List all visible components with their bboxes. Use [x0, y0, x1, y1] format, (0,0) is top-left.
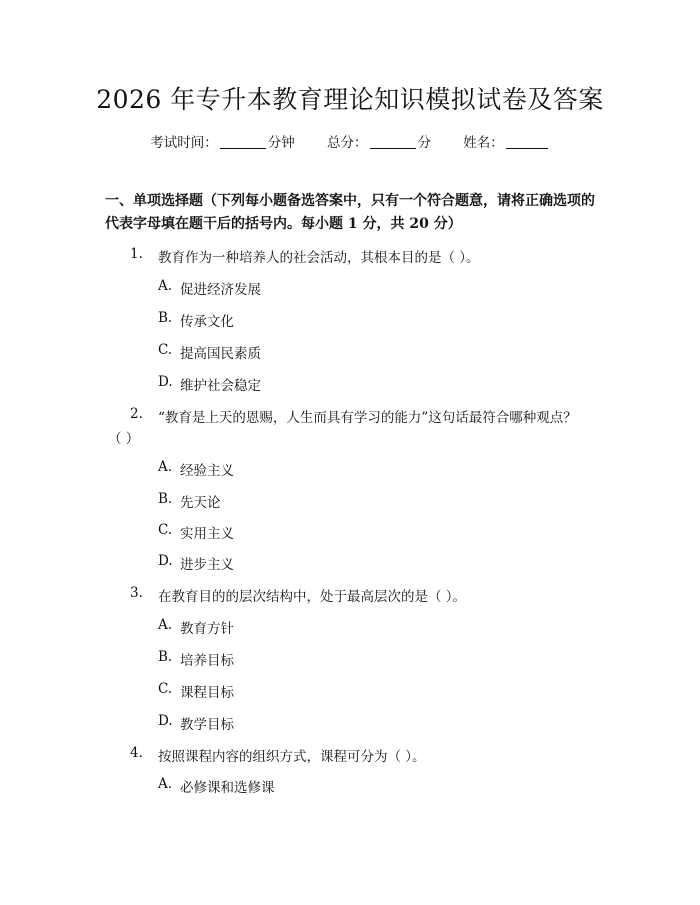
option-text: 课程目标	[180, 685, 234, 701]
question-number: 2.	[130, 406, 143, 422]
option-text: 教学目标	[180, 717, 234, 733]
option-text: 促进经济发展	[180, 282, 261, 298]
option-letter: D.	[158, 713, 173, 729]
option-text: 传承文化	[180, 314, 234, 330]
option-letter: A.	[158, 776, 173, 792]
section-heading: 一、单项选择题（下列每小题备选答案中，只有一个符合题意，请将正确选项的代表字母填在题干后的括号内。每小题 1 分，共 20 分）	[105, 193, 595, 232]
option-text: 必修课和选修课	[180, 780, 275, 796]
name-field	[463, 135, 550, 151]
question-number: 1.	[130, 246, 143, 262]
page-title: 2026 年专升本教育理论知识模拟试卷及答案	[96, 85, 604, 114]
exam-time-unit: 分钟	[267, 135, 295, 151]
exam-time-blank[interactable]	[220, 134, 266, 149]
option-letter: A.	[158, 617, 173, 633]
option-text: 培养目标	[180, 653, 234, 669]
exam-time-label: 考试时间：	[150, 135, 218, 151]
question-text: “教育是上天的恩赐，人生而具有学习的能力”这句话最符合哪种观点？	[158, 410, 577, 426]
option-text: 教育方针	[180, 621, 234, 637]
option-letter: B.	[158, 491, 173, 507]
total-score-field	[327, 135, 435, 151]
option-text: 进步主义	[180, 557, 234, 573]
option-text: 先天论	[180, 495, 221, 511]
name-label: 姓名：	[463, 135, 504, 151]
option-text: 维护社会稳定	[180, 378, 261, 394]
total-score-label: 总分：	[327, 135, 368, 151]
question-text: 在教育目的的层次结构中，处于最高层次的是（ ）。	[158, 589, 467, 605]
option-letter: D.	[158, 374, 173, 390]
question-text: 按照课程内容的组织方式，课程可分为（ ）。	[158, 749, 426, 765]
name-blank[interactable]	[506, 134, 548, 149]
option-letter: C.	[158, 522, 173, 538]
option-letter: B.	[158, 310, 173, 326]
question-number: 4.	[130, 745, 143, 761]
option-letter: C.	[158, 342, 173, 358]
option-text: 实用主义	[180, 526, 234, 542]
option-letter: C.	[158, 681, 173, 697]
exam-time-field	[150, 135, 299, 151]
question-number: 3.	[130, 585, 143, 601]
option-letter: A.	[158, 278, 173, 294]
question-text: 教育作为一种培养人的社会活动，其根本目的是（ ）。	[158, 250, 480, 266]
option-text: 经验主义	[180, 463, 234, 479]
option-text: 提高国民素质	[180, 346, 261, 362]
question-text-continuation: （ ）	[108, 431, 140, 447]
exam-info-line	[0, 131, 700, 151]
total-score-blank[interactable]	[370, 134, 416, 149]
total-score-unit: 分	[417, 135, 431, 151]
option-letter: D.	[158, 553, 173, 569]
option-letter: B.	[158, 649, 173, 665]
option-letter: A.	[158, 459, 173, 475]
